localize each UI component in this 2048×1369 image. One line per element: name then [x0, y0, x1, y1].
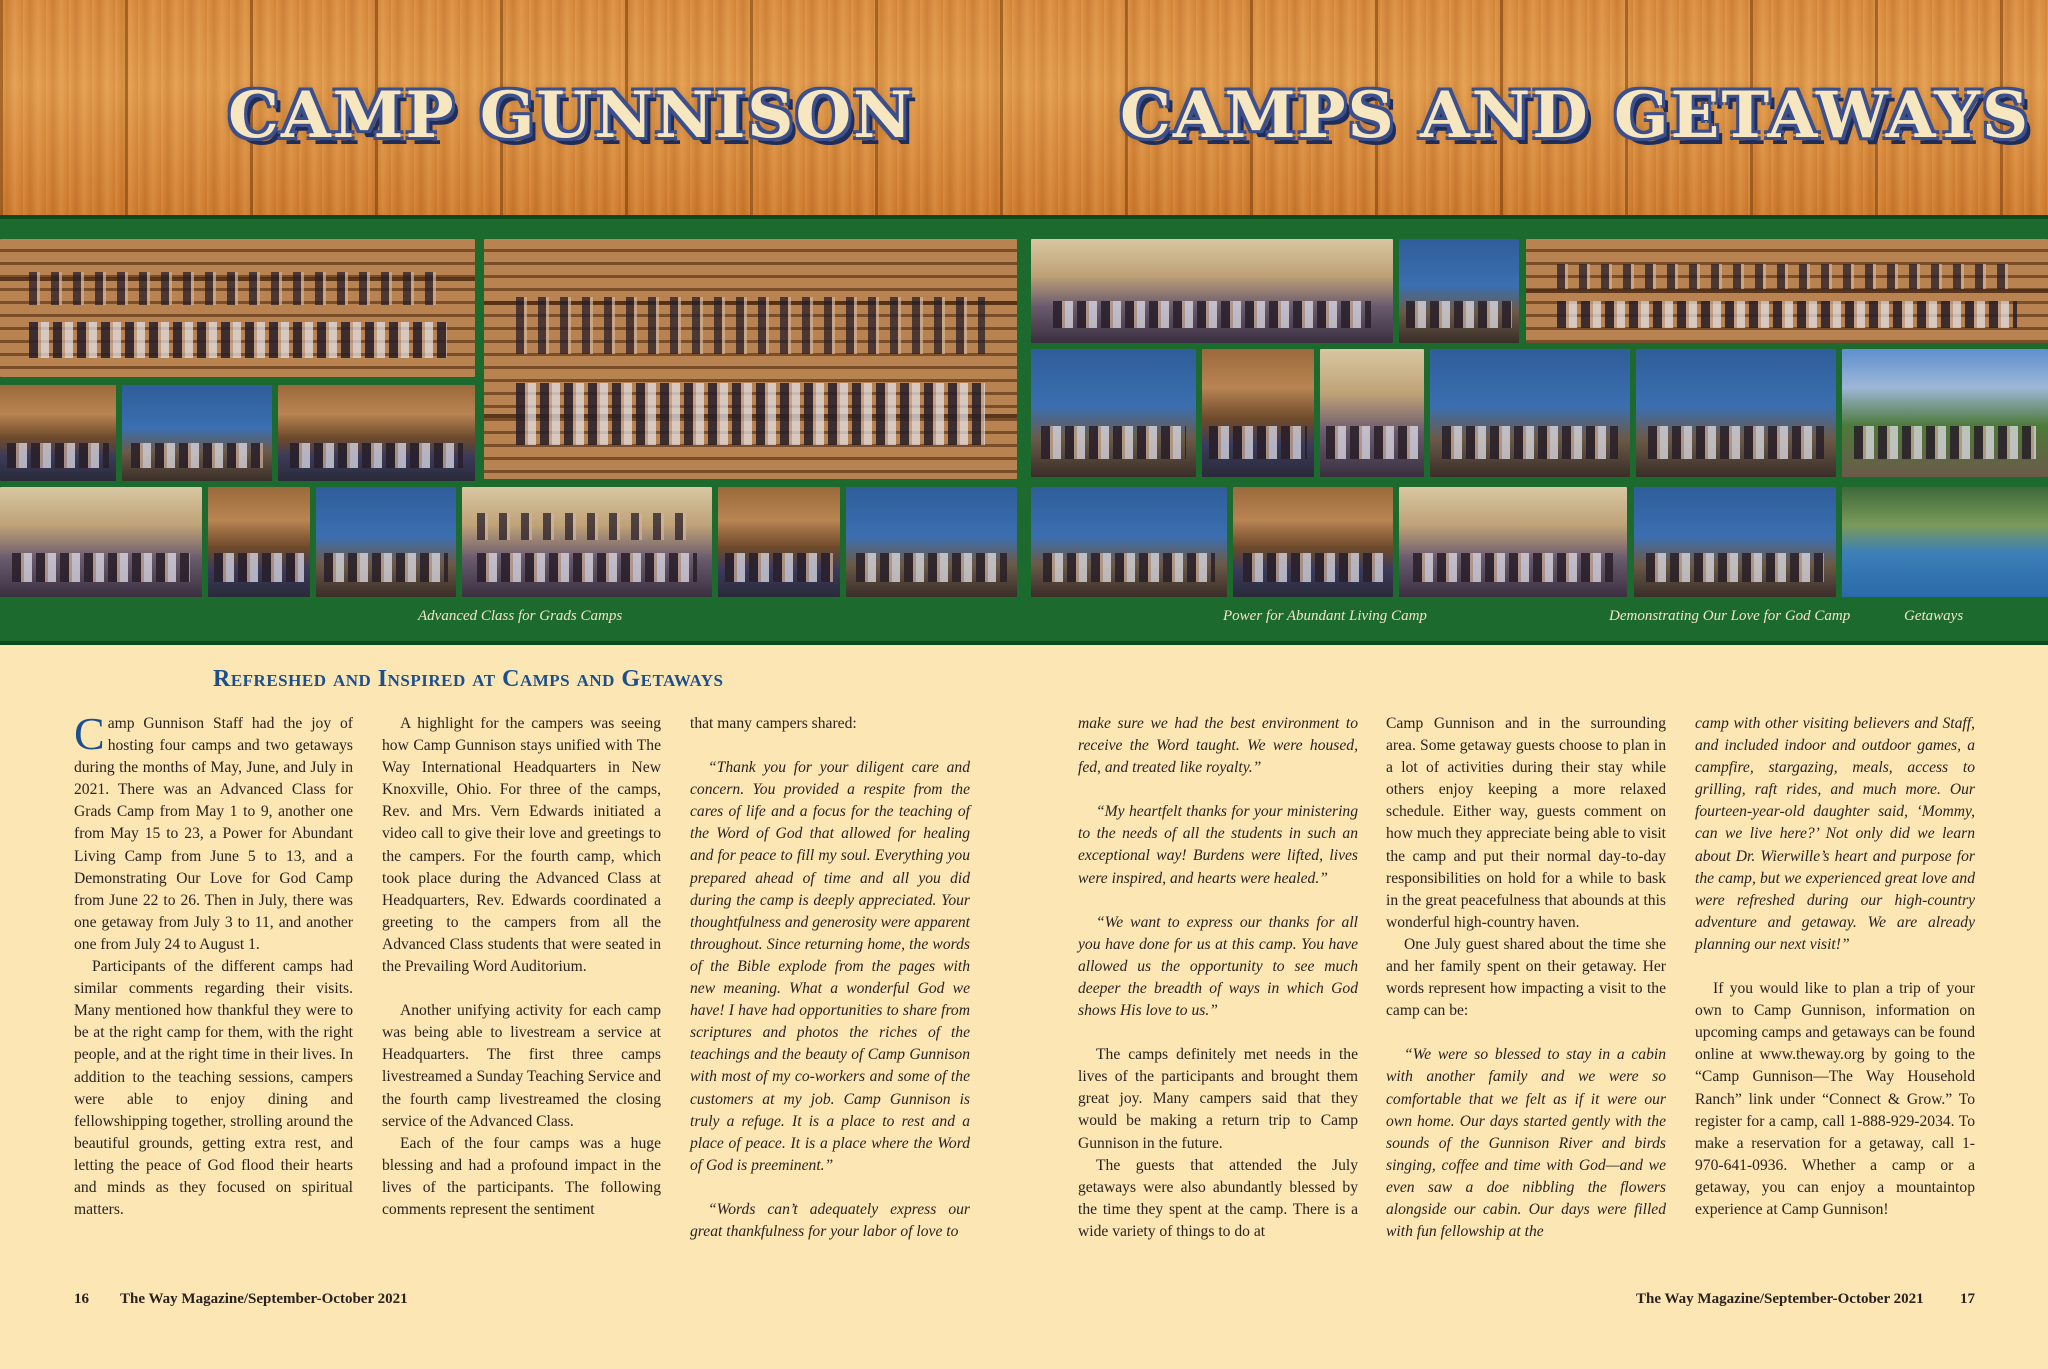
paragraph: The camps definitely met needs in the lives of the participants and brought them great joy. Many campers said that they would be making a return trip to Camp Gunnison in the future.: [1078, 1046, 1358, 1152]
paragraph: If you would like to plan a trip of your own to Camp Gunnison, information on upcoming camps and getaways can be found online at www.theway.org by going to the “Camp Gunnison—The Way Household Ranch” link under “Connect & Grow.” To register for a camp, call 1-888-929-2034. To make a reservation for a getaway, call 1-970-641-0936. Whether a camp or a getaway, you can enjoy a mountaintop experience at Camp Gunnison!: [1695, 980, 1975, 1218]
paragraph: Another unifying activity for each camp was being able to livestream a service at Headquarters. The first three camps livestreamed a Sunday Teaching Service and the fourth camp livestreamed the closing service of the Advanced Class.: [382, 1002, 661, 1130]
paragraph: A highlight for the campers was seeing how Camp Gunnison stays unified with The Way International Headquarters in New Knoxville, Ohio. For three of the camps, Rev. and Mrs. Vern Edwards initiated a video call to give their love and greetings to the campers. For the fourth camp, which took place during the Advanced Class at Headquarters, Rev. Edwards coordinated a greeting to the campers from all the Advanced Class students that were seated in the Prevailing Word Auditorium.: [382, 715, 661, 976]
caption-pfal: Power for Abundant Living Camp: [1223, 608, 1427, 624]
quote: “My heartfelt thanks for your ministering to the needs of all the students in such an exceptional way! Burdens were lifted, lives were inspired, and hearts were healed.”: [1078, 803, 1358, 887]
quote: camp with other visiting believers and Staff, and included indoor and outdoor games, a campfire, stargazing, meals, access to grilling, raft rides, and much more. Our fourteen-year-old daughter said, ‘Mommy, can we live here?’ Not only did we learn about Dr. Wierwille’s heart and purpose for the camp, but we experienced great love and were refreshed during our high-country adventure and getaway. We are already planning our next visit!”: [1695, 715, 1975, 953]
photo-group-indoor-3: [1399, 487, 1627, 597]
photo-auditorium: [1636, 349, 1836, 477]
photo-group-lodge-3: [1526, 239, 2048, 343]
column-2: [382, 713, 661, 1221]
paragraph: One July guest shared about the time she and her family spent on their getaway. Her words represent how impacting a visit to the camp can be:: [1386, 935, 1666, 1020]
photo-man-standing: [1202, 349, 1314, 477]
photo-stage-group: [122, 385, 272, 481]
quote: “We want to express our thanks for all you have done for us at this camp. You have allowed us the opportunity to see much deeper the breadth of ways in which God shows His love to us.”: [1078, 913, 1358, 1020]
quote: “Words can’t adequately express our great thankfulness for your labor of love to: [690, 1200, 970, 1240]
quote: “Thank you for your diligent care and concern. You provided a respite from the cares of life and a focus for the teaching of the Word of God that allowed for healing and for peace to fill my soul. Everything you prepared ahead of time and all you did during the camp is deeply appreciated. Your thoughtfulness and generosity were apparent throughout. Since returning home, the words of the Bible explode from the pages with new meaning. What a wonderful God we have! I have had opportunities to share from scriptures and photos the riches of the teachings and the beauty of Camp Gunnison with most of my co-workers and some of the customers at my job. Camp Gunnison is truly a refuge. It is a place to rest and a place of peace. It is a place where the Word of God is preeminent.”: [690, 759, 970, 1174]
photo-dining-hall: [1031, 239, 1393, 343]
photo-group-indoor-1: [278, 385, 475, 481]
wood-header: [0, 0, 2048, 215]
photo-stage-audience: [1634, 487, 1836, 597]
footer-left: The Way Magazine/September-October 2021: [120, 1291, 408, 1307]
photo-rafting: [1842, 487, 2048, 597]
article-title: Refreshed and Inspired at Camps and Getaways: [213, 666, 724, 692]
photo-writing: [208, 487, 310, 597]
photo-group-lodge-1: [0, 239, 475, 377]
paragraph: amp Gunnison Staff had the joy of hosting four camps and two getaways during the months of May, June, and July in 2021. There was an Advanced Class for Grads Camp from May 1 to 9, another one from May 15 to 23, a Power for Abundant Living Camp from June 5 to 13, and a Demonstrating Our Love for God Camp from June 22 to 26. Then in July, there was one getaway from July 3 to 11, and another one from July 24 to August 1.: [74, 715, 353, 953]
photo-video-call: [1430, 349, 1630, 477]
photo-outdoor-group: [1842, 349, 2048, 477]
column-5: [1386, 713, 1666, 1243]
paragraph: The guests that attended the July getaways were also abundantly blessed by the time they spent at the camp. There is a wide variety of things to do at: [1078, 1156, 1358, 1240]
quote: make sure we had the best environment to receive the Word taught. We were housed, fed, and treated like royalty.”: [1078, 715, 1358, 777]
photo-woman-teaching: [1233, 487, 1393, 597]
column-3: [690, 713, 970, 1243]
footer-right: The Way Magazine/September-October 2021: [1636, 1291, 1924, 1307]
caption-dolg: Demonstrating Our Love for God Camp: [1609, 608, 1851, 624]
quote: “We were so blessed to stay in a cabin with another family and we were so comfortable that we felt as if it were our own home. Our days started gently with the sounds of the Gunnison River and birds singing, coffee and time with God—and we even saw a doe nibbling the flowers alongside our cabin. Our days were filled with fun fellowship at the: [1386, 1046, 1666, 1241]
photo-two-women: [0, 487, 202, 597]
paragraph: that many campers shared:: [690, 715, 857, 732]
paragraph: Participants of the different camps had similar comments regarding their visits. Many mentioned how thankful they were to be at the right camp for them, with the right people, and at the right time in their lives. In addition to the teaching sessions, campers were able to enjoy dining and fellowshipping together, strolling around the beautiful grounds, getting extra rest, and letting the peace of God flood their hearts and minds as they focused on spiritual matters.: [74, 958, 353, 1219]
photo-group-lodge-2: [484, 239, 1017, 479]
photo-woman-smiling: [718, 487, 840, 597]
photo-classroom: [316, 487, 456, 597]
paragraph: Each of the four camps was a huge blessing and had a profound impact in the lives of the participants. The following comments represent the sentiment: [382, 1134, 661, 1218]
drop-cap: C: [74, 708, 105, 759]
page-number-right: 17: [1960, 1291, 1975, 1307]
column-6: [1695, 713, 1975, 1221]
photo-interview: [846, 487, 1017, 597]
photo-pfal-group: [1320, 349, 1424, 477]
right-title: CAMPS AND GETAWAYS: [1120, 78, 2031, 153]
column-1: [74, 708, 353, 1221]
paragraph: Camp Gunnison and in the surrounding area. Some getaway guests choose to plan in a lot of activities during their stay while others enjoy keeping a more relaxed schedule. Either way, guests comment on how much they appreciate being able to visit the camp and put their normal day-to-day responsibilities on hold for a while to bask in the great peacefulness that abounds at this wonderful high-country haven.: [1386, 715, 1666, 931]
caption-advanced-class: Advanced Class for Grads Camps: [418, 608, 623, 624]
left-title: CAMP GUNNISON: [228, 78, 914, 153]
photo-woman-speaking: [1399, 239, 1519, 343]
photo-speaker-1: [0, 385, 116, 481]
photo-group-indoor-2: [462, 487, 712, 597]
column-4: [1078, 713, 1358, 1243]
photo-band: [0, 215, 2048, 645]
page-number-left: 16: [74, 1291, 89, 1307]
photo-panel: [1031, 487, 1227, 597]
photo-man-gesturing: [1031, 349, 1196, 477]
caption-getaways: Getaways: [1904, 608, 1964, 624]
